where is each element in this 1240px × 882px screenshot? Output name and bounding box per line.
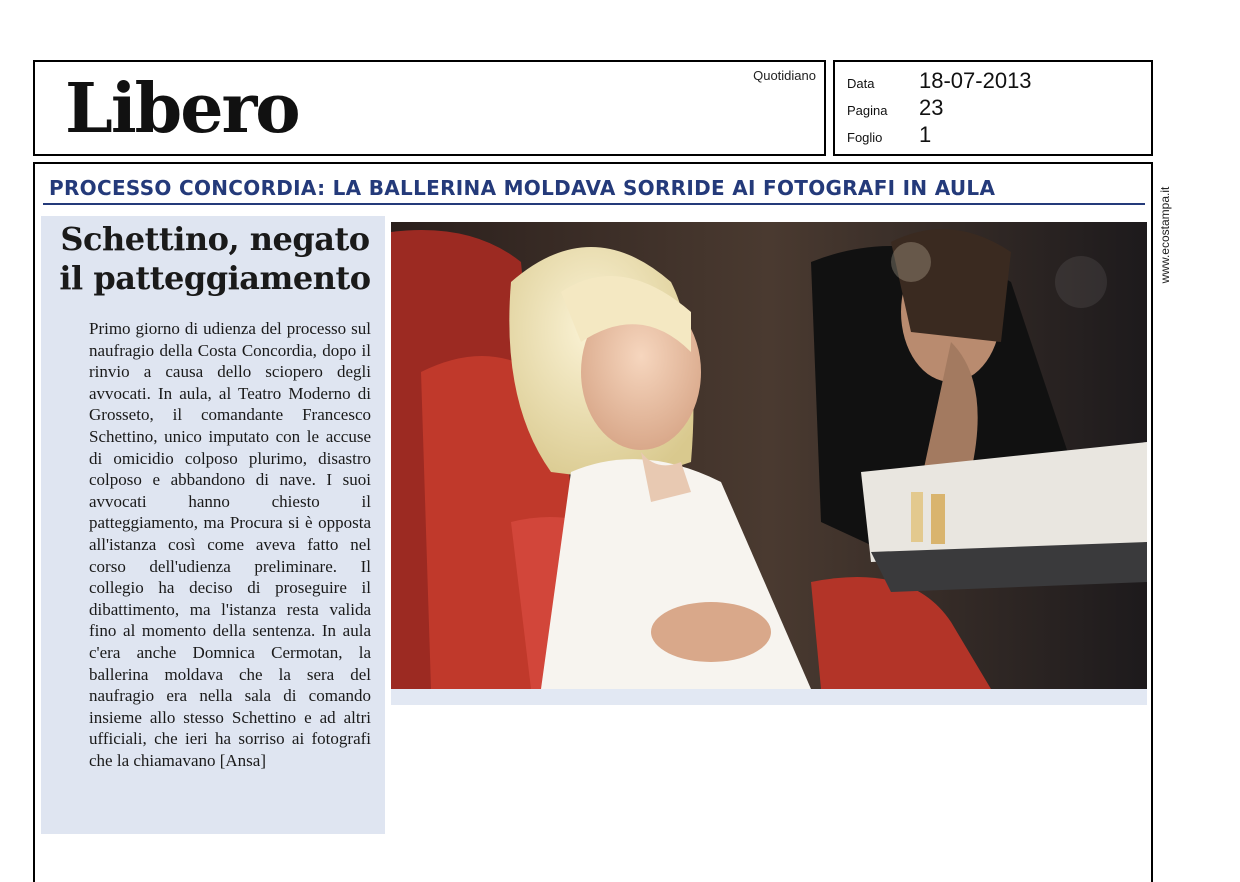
side-caption-text: www.ecostampa.it xyxy=(1158,186,1172,284)
libero-logo: Libero xyxy=(65,69,299,149)
kicker-divider xyxy=(43,203,1145,205)
edition-label: Quotidiano xyxy=(753,68,816,83)
page-value: 23 xyxy=(919,95,944,120)
page-label: Pagina xyxy=(847,103,888,118)
text-column xyxy=(41,216,385,834)
meta-box xyxy=(833,60,1153,156)
article-body: Primo giorno di udienza del processo sul naufragio della Costa Concordia, dopo il rinvio a causa dello sciopero degli avvocati. In aula, al Teatro Moderno di Grosseto, il comandante Francesco Schettino, unico imputato con le accuse di omicidio colposo plurimo, disastro colposo e abbandono di nave. I suoi avvocati hanno chiesto il patteggiamento, ma Procura si è opposta all'istanza così come aveva fatto nel corso dell'udienza preliminare. Il collegio ha deciso di proseguire il dibattimento, ma l'istanza resta valida fino al momento della sentenza. In aula c'era anche Domnica Cermotan, la ballerina moldava che la sera del naufragio era nella sala di comando insieme allo stesso Schettino e ad altri ufficiali, che ieri ha sorriso ai fotografi che la chiamavano [Ansa] xyxy=(89,319,371,770)
sheet-label: Foglio xyxy=(847,130,883,145)
article-box xyxy=(33,162,1153,882)
article-headline: Schettino, negato il patteggiamento xyxy=(59,220,371,297)
masthead-box xyxy=(33,60,826,156)
article-photo xyxy=(391,222,1147,689)
sheet-row xyxy=(847,122,931,148)
side-caption xyxy=(1156,172,1174,302)
page-row xyxy=(847,95,943,121)
date-label: Data xyxy=(847,76,875,91)
article-kicker: PROCESSO CONCORDIA: LA BALLERINA MOLDAVA SORRIDE AI FOTOGRAFI IN AULA xyxy=(49,176,996,200)
photo-frame xyxy=(391,222,1147,705)
date-row xyxy=(847,68,1032,94)
sheet-value: 1 xyxy=(919,122,932,147)
date-value: 18-07-2013 xyxy=(919,68,1032,93)
